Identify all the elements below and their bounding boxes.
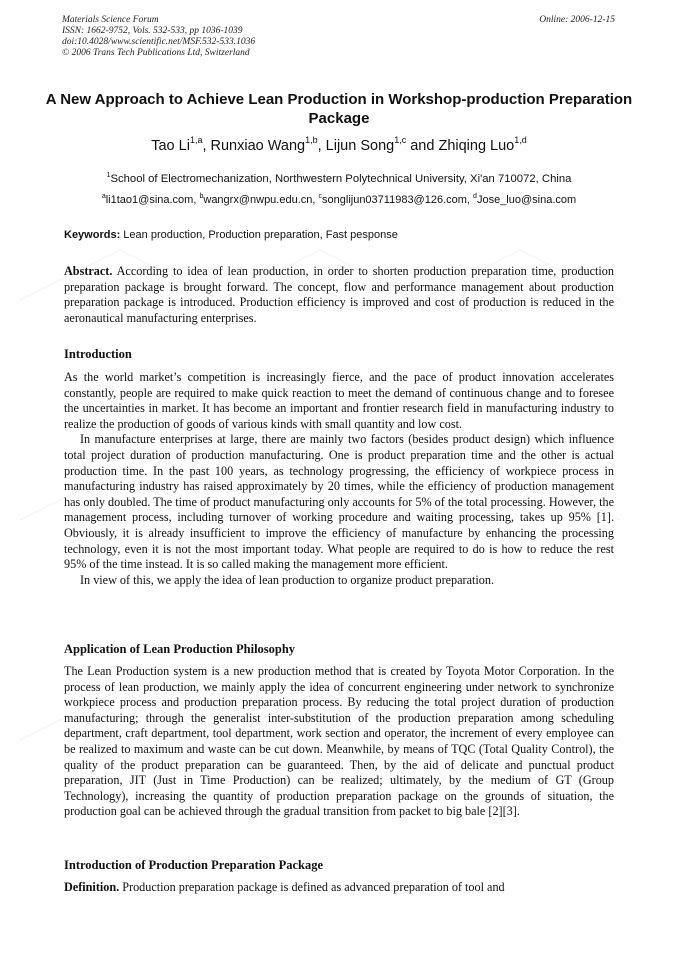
email: $^b$wangrx@nwpu.edu.cn, — [199, 193, 319, 206]
author: Tao Li$^{1,a}$, — [151, 135, 211, 154]
abstract — [64, 264, 614, 326]
author: Zhiqing Luo$^{1,d}$ — [438, 135, 527, 154]
email: $^a$li1tao1@sina.com, — [101, 193, 200, 206]
keywords-label: Keywords: — [64, 229, 121, 241]
author: Runxiao Wang$^{1,b}$, — [210, 135, 326, 154]
journal-header — [62, 15, 255, 59]
paper-title: A New Approach to Achieve Lean Production in Workshop-production Preparation Package — [45, 91, 633, 127]
journal-name: Materials Science Forum — [62, 15, 159, 25]
section-application — [64, 664, 614, 820]
doi-line: doi:10.4028/www.scientific.net/MSF.532-533.1036 — [62, 37, 256, 47]
paragraph: The Lean Production system is a new production method that is created by Toyota Motor Corporation. In the process of lean production, we mainly apply the idea of concurrent engineering under network to synchronize workpiece process and production preparation process. By reducing the total project duration of production manufacturing; through the generalist inter-substitution of the production preparation among scheduling department, craft department, tool department, work section and operator, the increment of every employee can be realized to maximum and waste can be cut down. Meanwhile, by means of TQC (Total Quality Control), the quality of the product preparation can be guaranteed. Then, by the aid of delicate and punctual product preparation, JIT (Just in Time Production) can be realized; ultimately, by the medium of GT (Group Technology), increasing the quantity of production preparation package on the grounds of situation, the production goal can be achieved through the gradual transition from packet to big bale [2][3]. — [64, 664, 614, 819]
copyright-line: © 2006 Trans Tech Publications Ltd, Switzerland — [62, 48, 250, 58]
definition-text: Production preparation package is defined as advanced preparation of tool and — [119, 880, 505, 894]
section-heading-package: Introduction of Production Preparation Package — [64, 858, 324, 872]
section-package — [64, 880, 614, 896]
affiliation: $^1$School of Electromechanization, Northwestern Polytechnical University, Xi'an 710072, China — [106, 172, 572, 185]
email: $^c$songlijun03711983@126.com, — [318, 193, 474, 206]
paragraph: In manufacture enterprises at large, there are mainly two factors (besides product design) which influence total project duration of production manufacturing. One is product preparation time and the other is actual production time. In the past 100 years, as technology progressing, the efficiency of workpiece process in manufacturing industry has raised approximately by 20 times, while the efficiency of production management has only doubled. The time of product manufacturing only accounts for 5% of the total processing. However, the management process, including turnover of working procedure and waiting processing, takes up 95% [1]. Obviously, it is already insufficient to improve the efficiency of manufacture by enhancing the processing technology, even it is not the most important today. What people are required to do is how to reduce the rest 95% of the time instead. It is so called making the management more efficient. — [64, 432, 614, 572]
online-date: Online: 2006-12-15 — [539, 15, 615, 25]
paragraph: As the world market’s competition is increasingly fierce, and the pace of product innovation accelerates constantly, people are required to make quick reaction to meet the demand of continuous change and to foresee the uncertainties in market. It has become an important and frontier research field in manufacturing industry to realize the production of goods of various kinds with small quantity and low cost. — [64, 370, 614, 431]
issn-line: ISSN: 1662-9752, Vols. 532-533, pp 1036-1039 — [62, 26, 243, 36]
keywords — [64, 228, 624, 242]
abstract-label: Abstract. — [64, 264, 113, 278]
author-list — [0, 136, 678, 156]
email-list — [0, 193, 678, 207]
abstract-text: According to idea of lean production, in order to shorten production preparation time, production preparation package is brought forward. The concept, flow and performance management about production preparation package is introduced. Production efficiency is improved and cost of production is reduced in the aeronautical manufacturing enterprises. — [64, 264, 614, 325]
definition-label: Definition. — [64, 880, 120, 894]
section-introduction — [64, 370, 614, 588]
keywords-text: Lean production, Production preparation, Fast pesponse — [120, 229, 398, 241]
email: $^d$Jose_luo@sina.com — [473, 193, 577, 206]
author: Lijun Song$^{1,c}$ and — [325, 135, 439, 154]
section-heading-application: Application of Lean Production Philosophy — [64, 642, 296, 656]
section-heading-introduction: Introduction — [64, 347, 132, 361]
paragraph: In view of this, we apply the idea of lean production to organize product preparation. — [80, 572, 495, 587]
